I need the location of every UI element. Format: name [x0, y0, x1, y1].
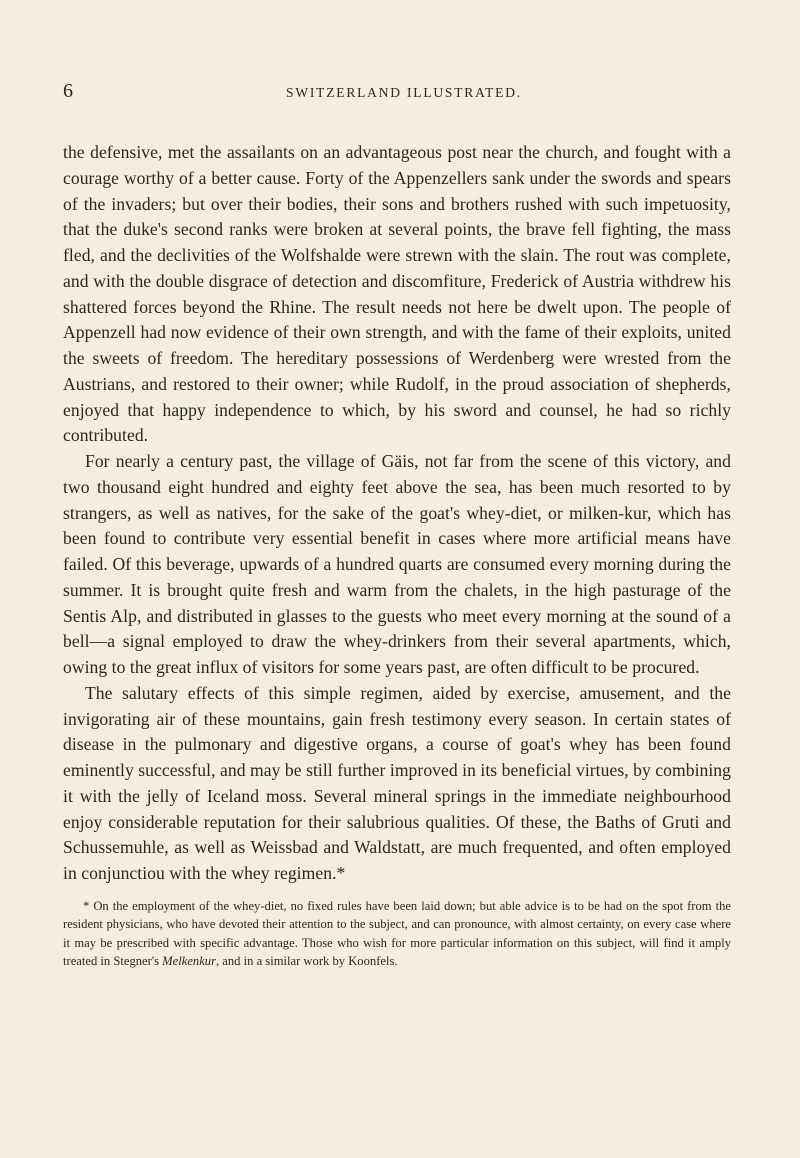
footnote-tail: , and in a similar work by Koonfels.	[216, 953, 398, 968]
paragraph-3: The salutary effects of this simple regimen, aided by exercise, amusement, and the invigorating air of these mountains, gain fresh testimony every season. In certain states of disease in the pulmonary and digestive organs, a course of goat's whey has been found eminently successful, and may be still further improved in its beneficial virtues, by combining it with the jelly of Iceland moss. Several mineral springs in the immediate neighbourhood enjoy considerable reputation for their salubrious qualities. Of these, the Baths of Gruti and Schussemuhle, as well as Weissbad and Waldstatt, are much frequented, and often employed in conjunctiou with the whey regimen.*	[63, 682, 731, 883]
body-text	[63, 140, 731, 887]
footnote	[63, 897, 731, 971]
running-title: SWITZERLAND ILLUSTRATED.	[286, 85, 522, 100]
page-number: 6	[63, 80, 73, 102]
running-head	[63, 80, 731, 104]
footnote-text: * On the employment of the whey-diet, no fixed rules have been laid down; but able advice is to be had on the spot from the resident physicians, who have devoted their attention to the subject, and can pronounce, with almost certainty, on every case where it may be prescribed with specific advantage. Those who wish for more particular information on this subject, will find it amply treated in Stegner's	[63, 898, 731, 968]
paragraph-2: For nearly a century past, the village of Gäis, not far from the scene of this victory, and two thousand eight hundred and eighty feet above the sea, has been much resorted to by strangers, as well as natives, for the sake of the goat's whey-diet, or milken-kur, which has been found to contribute very essential benefit in cases where more artificial means have failed. Of this beverage, upwards of a hundred quarts are consumed every morning during the summer. It is brought quite fresh and warm from the chalets, in the high pasturage of the Sentis Alp, and distributed in glasses to the guests who meet every morning at the sound of a bell—a signal employed to draw the whey-drinkers from their several apartments, which, owing to the great influx of visitors for some years past, are often difficult to be procured.	[63, 451, 731, 677]
paragraph-1: the defensive, met the assailants on an advantageous post near the church, and fought with a courage worthy of a better cause. Forty of the Appenzellers sank under the swords and spears of the invaders; but over their bodies, their sons and brothers rushed with such impetuosity, that the duke's second ranks were broken at several points, the brave fell fighting, the mass fled, and the declivities of the Wolfshalde were strewn with the slain. The rout was complete, and with the double disgrace of detection and discomfiture, Frederick of Austria withdrew his shattered forces beyond the Rhine. The result needs not here be dwelt upon. The people of Appenzell had now evidence of their own strength, and with the fame of their exploits, united the sweets of freedom. The hereditary possessions of Werdenberg were wrested from the Austrians, and restored to their owner; while Rudolf, in the proud association of shepherds, enjoyed that happy independence to which, by his sword and counsel, he had so richly contributed.	[63, 142, 731, 446]
footnote-italic-title: Melkenkur	[162, 953, 216, 968]
book-page	[63, 80, 731, 970]
